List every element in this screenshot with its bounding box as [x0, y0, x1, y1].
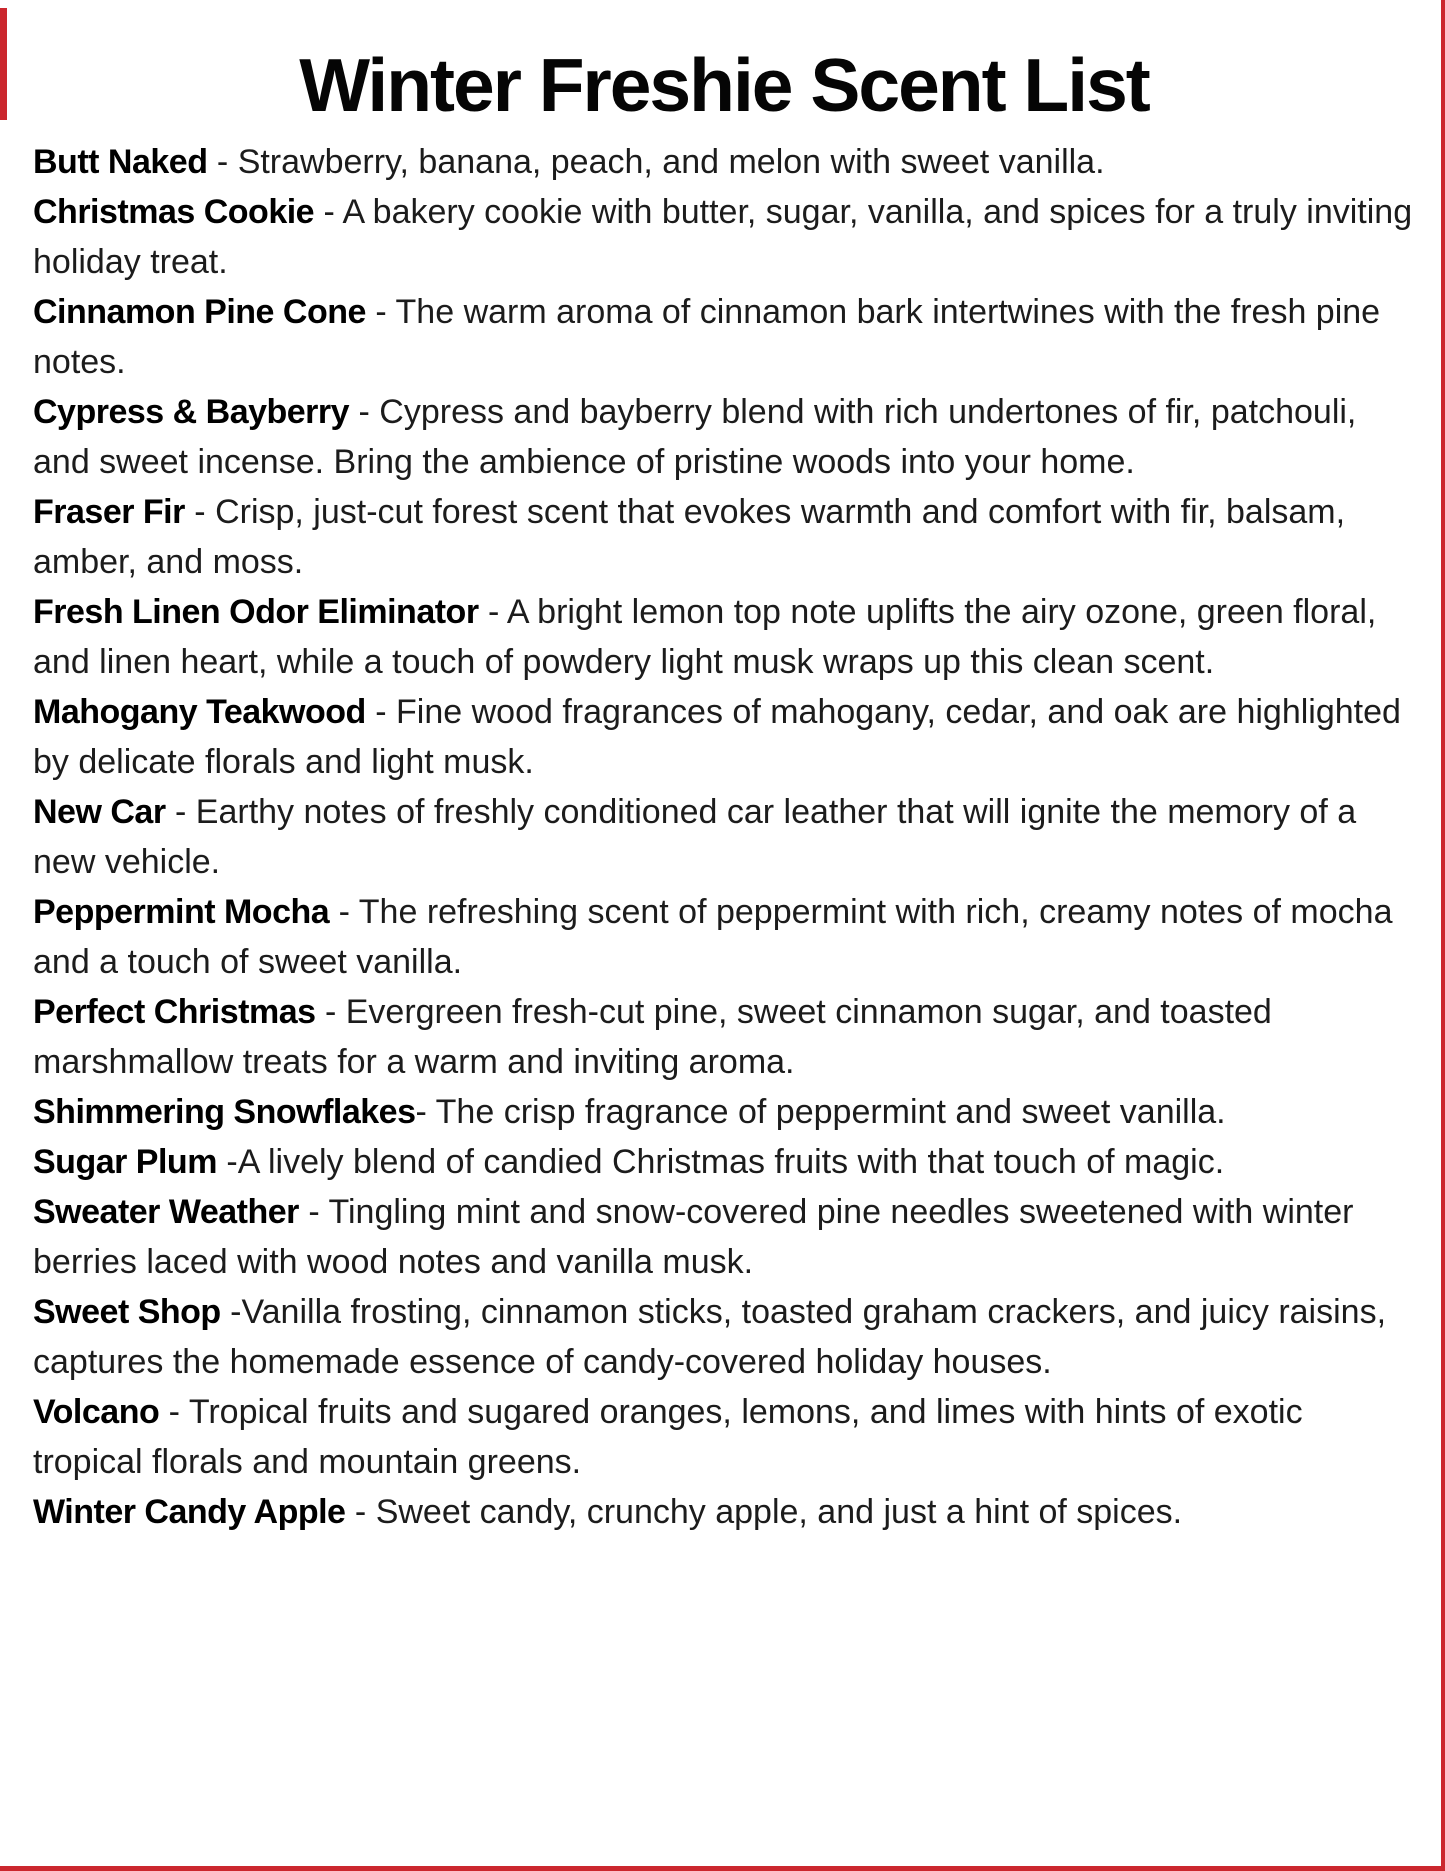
scent-separator: - — [415, 1092, 436, 1131]
scent-name: Christmas Cookie — [33, 192, 315, 231]
scent-name: Winter Candy Apple — [33, 1492, 346, 1531]
scent-description: The crisp fragrance of peppermint and sweet vanilla. — [435, 1092, 1226, 1131]
scent-separator: - — [216, 1142, 238, 1181]
scent-separator: - — [220, 1292, 242, 1331]
scent-description: The warm aroma of cinnamon bark intertwines with the fresh pine notes. — [33, 292, 1381, 381]
scent-description: A bakery cookie with butter, sugar, vanilla, and spices for a truly inviting holiday treat. — [33, 192, 1413, 281]
scent-description: Sweet candy, crunchy apple, and just a hint of spices. — [375, 1492, 1183, 1531]
scent-entry — [33, 1187, 1415, 1287]
scent-separator: - — [314, 192, 343, 231]
red-edge-right-accent — [1441, 0, 1445, 1871]
scent-separator: - — [345, 1492, 376, 1531]
scent-description: Strawberry, banana, peach, and melon with sweet vanilla. — [237, 142, 1105, 181]
scent-entry — [33, 1387, 1415, 1487]
scent-name: Sugar Plum — [33, 1142, 217, 1181]
scent-entry — [33, 487, 1415, 587]
scent-description: Fine wood fragrances of mahogany, cedar, and oak are highlighted by delicate florals and light musk. — [33, 692, 1401, 781]
scent-separator: - — [184, 492, 216, 531]
scent-separator: - — [159, 1392, 189, 1431]
scent-description: Tingling mint and snow-covered pine needles sweetened with winter berries laced with wood notes and vanilla musk. — [33, 1192, 1354, 1281]
scent-name: Sweater Weather — [33, 1192, 299, 1231]
scent-description: Vanilla frosting, cinnamon sticks, toasted graham crackers, and juicy raisins, captures the homemade essence of candy-covered holiday houses. — [33, 1292, 1387, 1381]
scent-entry — [33, 387, 1415, 487]
scent-entry — [33, 1287, 1415, 1387]
scent-separator: - — [298, 1192, 329, 1231]
scent-description: A bright lemon top note uplifts the airy ozone, green floral, and linen heart, while a touch of powdery light musk wraps up this clean scent. — [33, 592, 1377, 681]
scent-name: Perfect Christmas — [33, 992, 316, 1031]
scent-separator: - — [315, 992, 346, 1031]
scent-name: Fraser Fir — [33, 492, 185, 531]
scent-entry — [33, 587, 1415, 687]
scent-name: Sweet Shop — [33, 1292, 221, 1331]
scent-separator: - — [478, 592, 507, 631]
scent-description: Earthy notes of freshly conditioned car leather that will ignite the memory of a new vehicle. — [33, 792, 1357, 881]
scent-name: New Car — [33, 792, 166, 831]
scent-separator: - — [365, 692, 397, 731]
scent-separator: - — [365, 292, 396, 331]
scent-entry — [33, 687, 1415, 787]
scent-name: Shimmering Snowflakes — [33, 1092, 416, 1131]
scent-description: The refreshing scent of peppermint with rich, creamy notes of mocha and a touch of sweet vanilla. — [33, 892, 1393, 981]
scent-entry — [33, 287, 1415, 387]
scent-separator: - — [349, 392, 380, 431]
scent-name: Cinnamon Pine Cone — [33, 292, 366, 331]
scent-description: Crisp, just-cut forest scent that evokes warmth and comfort with fir, balsam, amber, and moss. — [33, 492, 1346, 581]
scent-separator: - — [329, 892, 359, 931]
scent-name: Butt Naked — [33, 142, 208, 181]
scent-name: Mahogany Teakwood — [33, 692, 366, 731]
red-edge-left-accent — [0, 8, 7, 120]
scent-entry — [33, 787, 1415, 887]
scent-separator: - — [165, 792, 196, 831]
scent-description: Cypress and bayberry blend with rich undertones of fir, patchouli, and sweet incense. Bring the ambience of pristine woods into your home. — [33, 392, 1357, 481]
scent-entry — [33, 187, 1415, 287]
scent-entry — [33, 1487, 1415, 1537]
scent-separator: - — [207, 142, 238, 181]
scent-name: Peppermint Mocha — [33, 892, 330, 931]
scent-description: Tropical fruits and sugared oranges, lemons, and limes with hints of exotic tropical florals and mountain greens. — [33, 1392, 1303, 1481]
scent-entry — [33, 987, 1415, 1087]
scent-name: Fresh Linen Odor Eliminator — [33, 592, 479, 631]
red-edge-bottom-accent — [0, 1866, 1445, 1871]
scent-entry — [33, 1087, 1415, 1137]
page-title: Winter Freshie Scent List — [299, 43, 1149, 127]
scent-name: Cypress & Bayberry — [33, 392, 350, 431]
scent-name: Volcano — [33, 1392, 160, 1431]
scent-entry — [33, 137, 1415, 187]
scent-entry — [33, 887, 1415, 987]
scent-description: A lively blend of candied Christmas fruits with that touch of magic. — [237, 1142, 1225, 1181]
scent-list — [33, 137, 1415, 1537]
scent-description: Evergreen fresh-cut pine, sweet cinnamon sugar, and toasted marshmallow treats for a warm and inviting aroma. — [33, 992, 1272, 1081]
scent-entry — [33, 1137, 1415, 1187]
